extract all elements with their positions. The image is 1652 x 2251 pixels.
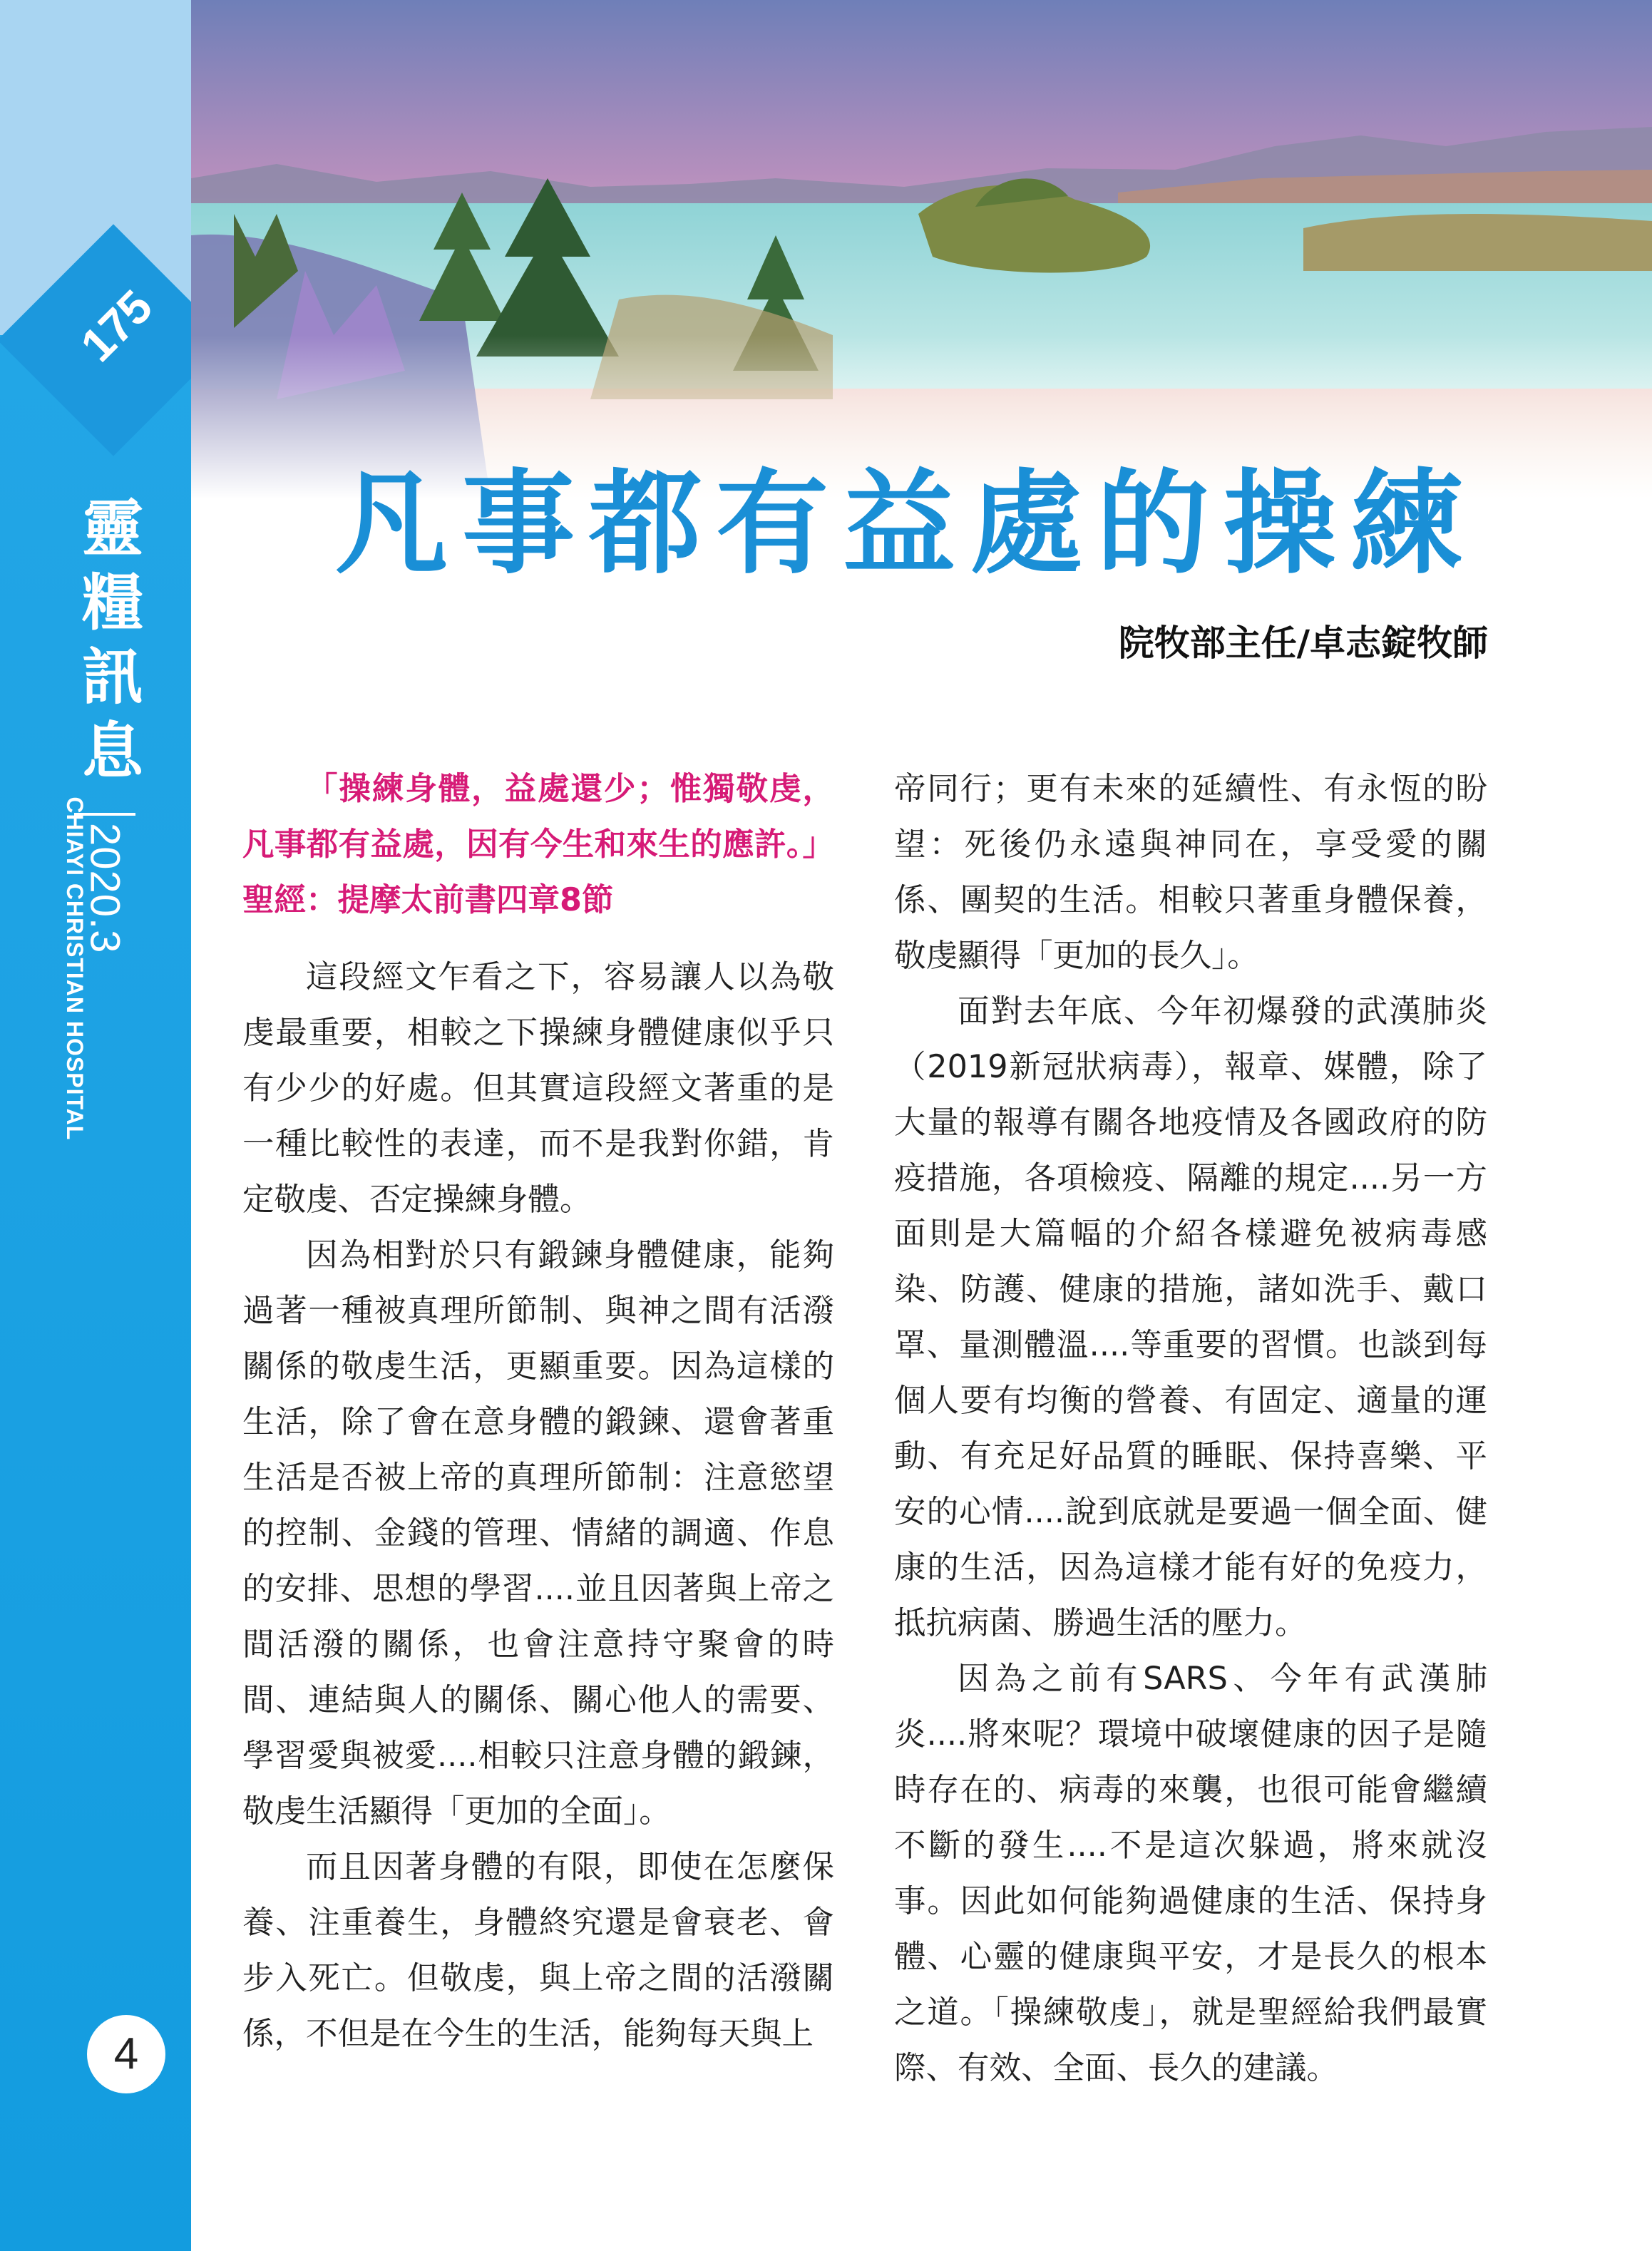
banner-landscape-image <box>191 0 1652 499</box>
sidebar <box>0 0 191 2251</box>
page-number: 4 <box>113 2029 139 2078</box>
issue-date: 2020.3 <box>81 823 128 954</box>
left-column <box>242 762 834 2062</box>
paragraph-1: 這段經文乍看之下，容易讓人以為敬虔最重要，相較之下操練身體健康似乎只有少少的好處。但其實這段經文著重的是一種比較性的表達，而不是我對你錯，肯定敬虔、否定操練身體。 <box>242 959 834 1218</box>
paragraph-3: 而且因著身體的有限，即使在怎麼保養、注重養生，身體終究還是會衰老、會步入死亡。但敬虔，與上帝之間的活潑關係，不但是在今生的生活，能夠每天與上 <box>242 1849 834 2052</box>
issue-number: 175 <box>70 280 162 372</box>
right-column <box>894 762 1487 2096</box>
paragraph-2: 因為相對於只有鍛鍊身體健康，能夠過著一種被真理所節制、與神之間有活潑關係的敬虔生活，更顯重要。因為這樣的生活，除了會在意身體的鍛鍊、還會著重生活是否被上帝的真理所節制：注意慾望的控制、金錢的管理、情緒的調適、作息的安排、思想的學習....並且因著與上帝之間活潑的關係，也會注意持守聚會的時間、連結與人的關係、關心他人的需要、學習愛與被愛....相較只注意身體的鍛鍊，敬虔生活顯得「更加的全面」。 <box>242 1237 834 1830</box>
paragraph-3-continued: 帝同行；更有未來的延續性、有永恆的盼望：死後仍永遠與神同在，享受愛的關係、團契的生活。相較只著重身體保養，敬虔顯得「更加的長久」。 <box>894 771 1487 974</box>
magazine-title: 靈糧訊息 <box>82 493 143 787</box>
paragraph-5: 因為之前有SARS、今年有武漢肺炎....將來呢？環境中破壞健康的因子是隨時存在的、病毒的來襲，也很可能會繼續不斷的發生....不是這次躲過，將來就沒事。因此如何能夠過健康的生活、保持身體、心靈的健康與平安，才是長久的根本之道。「操練敬虔」，就是聖經給我們最實際、有效、全面、長久的建議。 <box>894 1661 1487 2086</box>
landscape-image <box>191 0 1652 499</box>
issue-subtitle <box>62 796 135 1297</box>
article-title: 凡事都有益處的操練 <box>335 458 1477 590</box>
hospital-name: CHIAYI CHRISTIAN HOSPITAL <box>62 796 88 1141</box>
article-author: 院牧部主任/卓志錠牧師 <box>1118 622 1488 664</box>
paragraph-4: 面對去年底、今年初爆發的武漢肺炎（2019新冠狀病毒），報章、媒體，除了大量的報導有關各地疫情及各國政府的防疫措施，各項檢疫、隔離的規定....另一方面則是大篇幅的介紹各樣避免被病毒感染、防護、健康的措施，諸如洗手、戴口罩、量測體溫....等重要的習慣。也談到每個人要有均衡的營養、有固定、適量的運動、有充足好品質的睡眠、保持喜樂、平安的心情....說到底就是要過一個全面、健康的生活，因為這樣才能有好的免疫力，抵抗病菌、勝過生活的壓力。 <box>894 993 1487 1641</box>
scripture-quote: 「操練身體，益處還少；惟獨敬虔，凡事都有益處，因有今生和來生的應許。」 聖經：提摩太前書四章8節 <box>242 771 834 918</box>
